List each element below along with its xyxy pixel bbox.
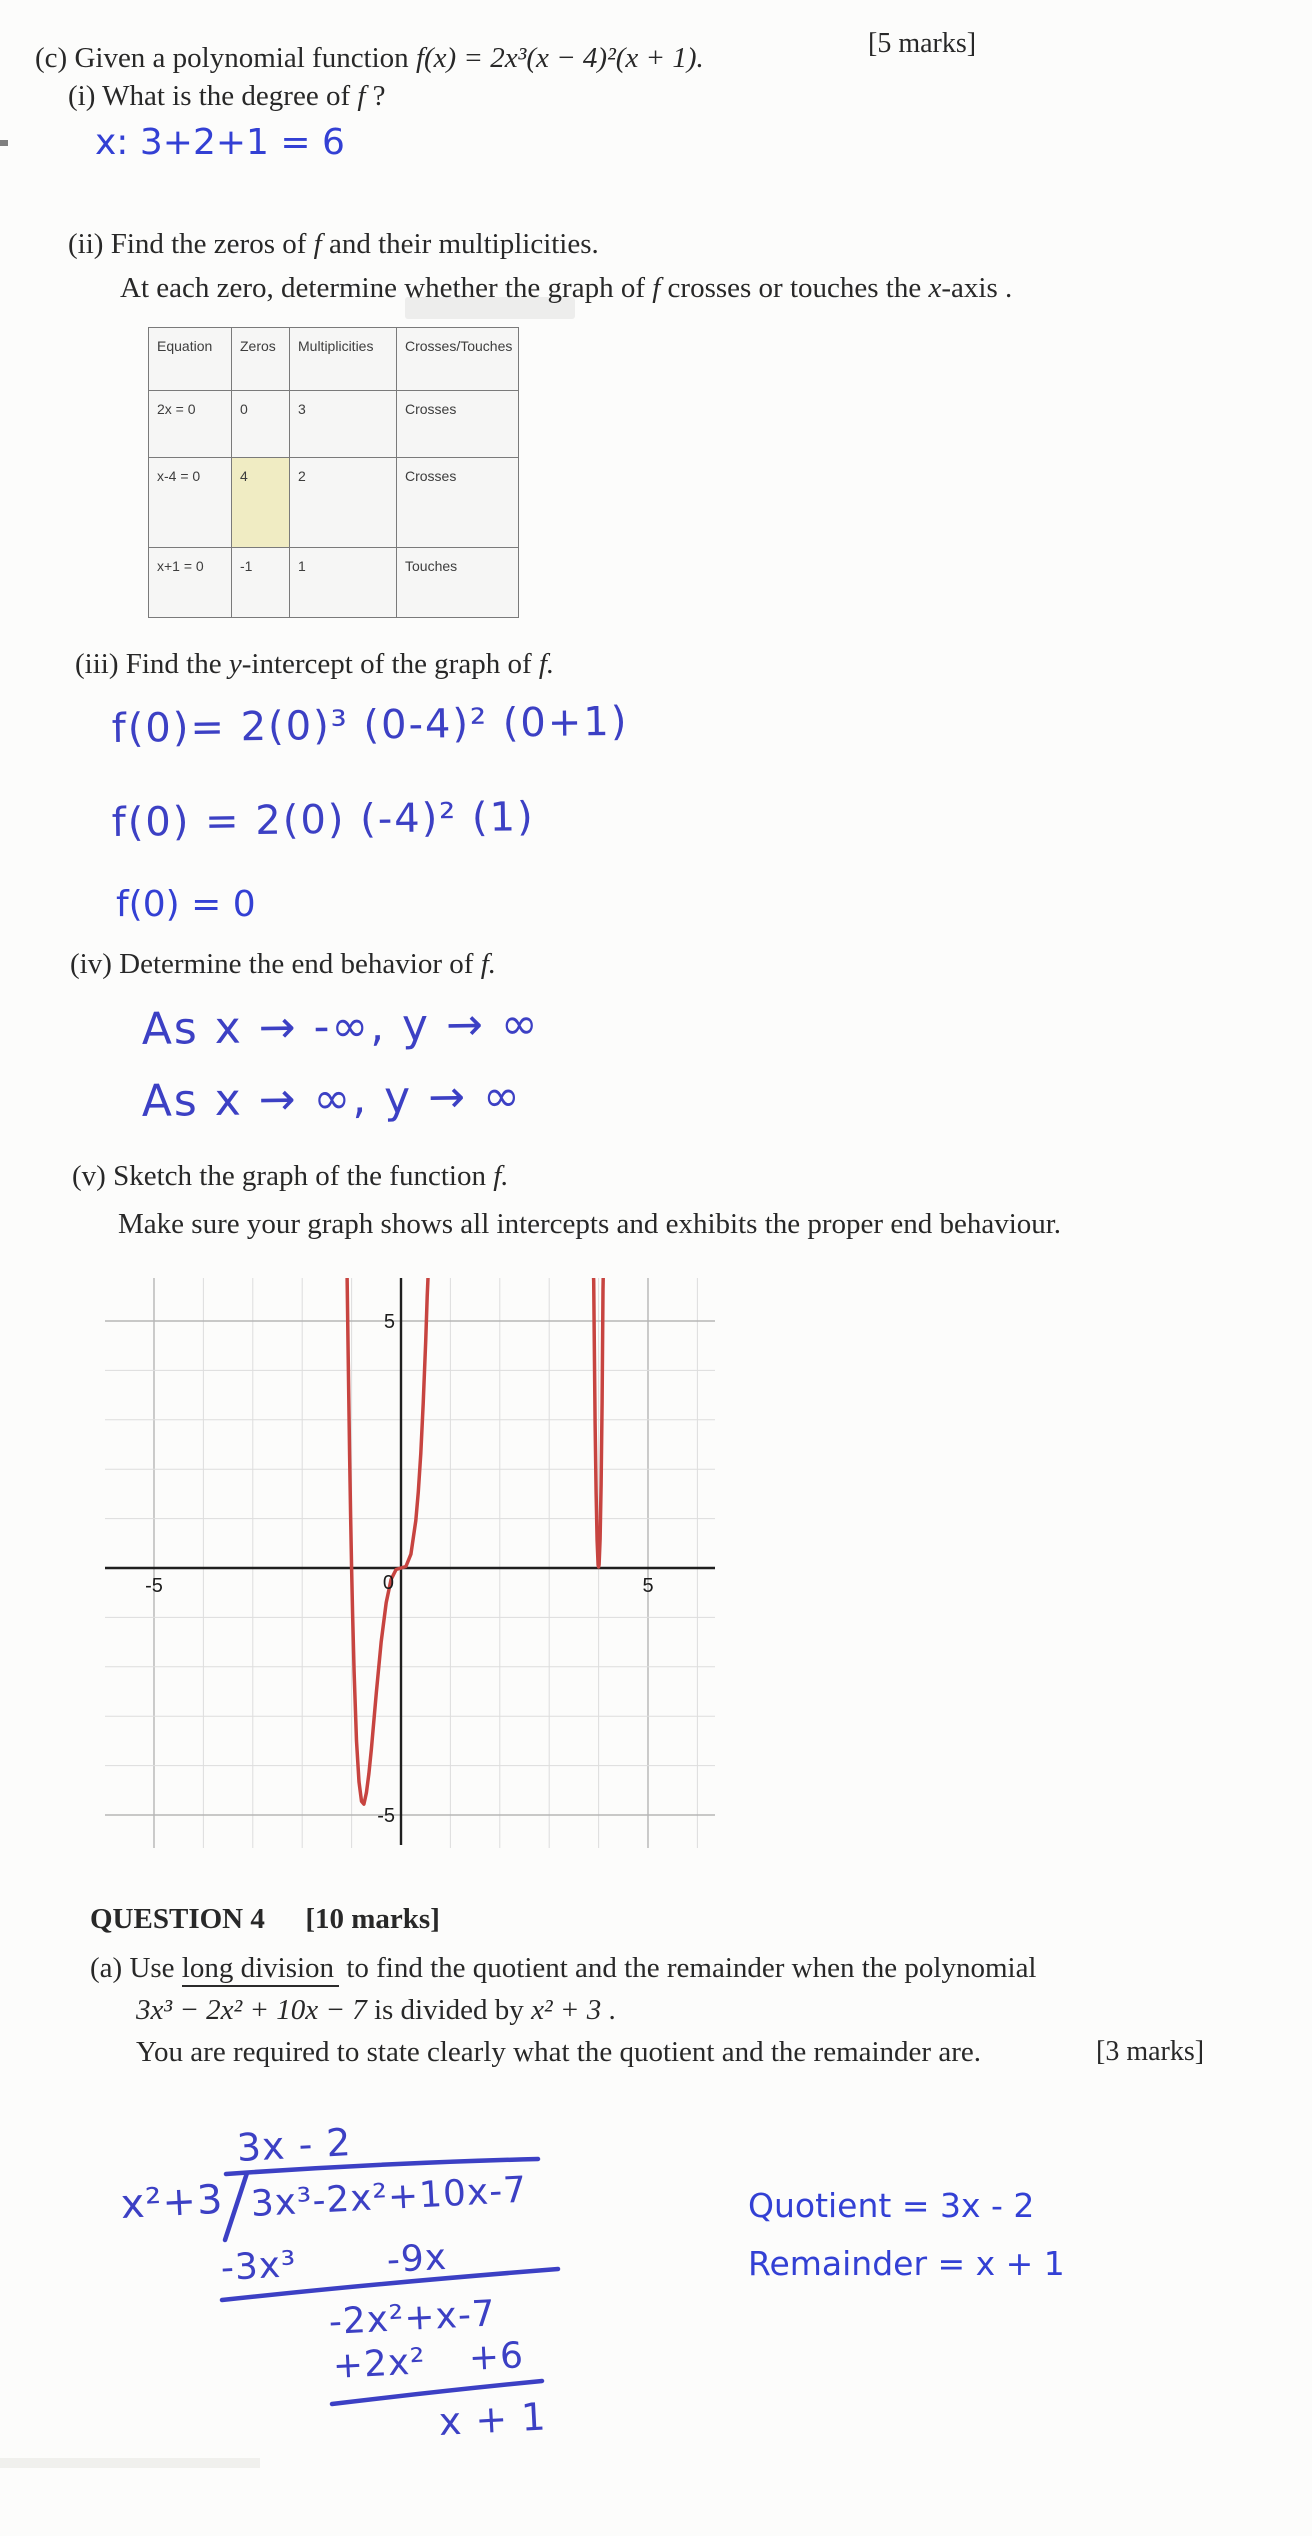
col-header-multiplicities: Multiplicities <box>290 328 397 391</box>
question-iii-line <box>75 648 554 681</box>
question-c-marks: [5 marks] <box>868 28 977 59</box>
question-iii-text: Find the <box>118 648 229 680</box>
question-i-line <box>68 80 386 113</box>
question-ii-line2-end: -axis . <box>941 272 1013 304</box>
table-row <box>149 548 519 618</box>
question-v-text: Sketch the graph of the function <box>105 1160 494 1192</box>
hw-remainder: x + 1 <box>437 2394 548 2444</box>
question-iv-label: (iv) <box>70 948 112 980</box>
curve-branch-left <box>347 1278 429 1804</box>
question-c-formula: f(x) = 2x³(x − 4)²(x + 1). <box>415 42 704 74</box>
cell-equation: 2x = 0 <box>149 391 232 458</box>
handwritten-y-intercept-step1: f(0)= 2(0)³ (0-4)² (0+1) <box>111 698 629 752</box>
question-ii-line2 <box>120 272 1012 305</box>
scan-artifact <box>0 2458 260 2468</box>
f-variable: f. <box>493 1160 509 1192</box>
f-variable: f. <box>480 948 496 980</box>
question-iii-label: (iii) <box>75 648 119 680</box>
hw-dividend: 3x³-2x²+10x-7 <box>249 2169 529 2225</box>
question-v-note: Make sure your graph shows all intercepts and exhibits the proper end behaviour. <box>118 1208 1062 1240</box>
hw-divisor: x²+3 <box>119 2176 225 2228</box>
question-4a-rest: to find the quotient and the remainder when the polynomial <box>339 1952 1037 1984</box>
question-c-text: Given a polynomial function <box>67 42 416 74</box>
question-v-line <box>72 1160 509 1193</box>
dividend-formula: 3x³ − 2x² + 10x − 7 <box>136 1994 367 2026</box>
col-header-zeros: Zeros <box>232 328 290 391</box>
x-tick-0: 0 <box>382 1572 394 1594</box>
f-variable: f <box>652 272 661 304</box>
question-c-label: (c) <box>35 42 68 74</box>
question-i-suffix: ? <box>365 80 386 112</box>
long-division-underlined: long division <box>182 1952 339 1987</box>
y-tick-neg5: -5 <box>377 1805 395 1827</box>
cell-multiplicity: 3 <box>290 391 397 458</box>
question-4a-label: (a) <box>90 1952 123 1984</box>
y-tick-5: 5 <box>383 1311 395 1333</box>
question-i-label: (i) <box>68 80 96 112</box>
question-4-title-line <box>90 1903 440 1936</box>
f-variable: f <box>313 228 322 260</box>
question-ii-text: Find the zeros of <box>103 228 314 260</box>
hw-subtract2-right: +6 <box>467 2335 526 2379</box>
cell-equation: x+1 = 0 <box>149 548 232 618</box>
hw-subtract1-right: -9x <box>385 2236 449 2281</box>
col-header-equation: Equation <box>149 328 232 391</box>
question-iv-text: Determine the end behavior of <box>111 948 481 980</box>
cell-multiplicity: 2 <box>290 458 397 548</box>
x-tick-5: 5 <box>642 1575 654 1597</box>
question-iv-line <box>70 948 496 981</box>
question-i-text: What is the degree of <box>95 80 358 112</box>
table-header-row <box>149 328 519 391</box>
question-4a-text: Use <box>122 1952 182 1984</box>
cell-multiplicity: 1 <box>290 548 397 618</box>
question-4a-line2-mid: is divided by <box>366 1994 532 2026</box>
cell-crosses-touches: Crosses <box>397 391 519 458</box>
question-v-label: (v) <box>72 1160 106 1192</box>
zeros-table <box>148 327 519 618</box>
function-graph <box>105 1278 715 1848</box>
question-iii-mid: -intercept of the graph of <box>241 648 539 680</box>
question-c-line <box>35 42 704 75</box>
hw-subtract2-left: +2x² <box>331 2341 427 2387</box>
y-variable: y <box>228 648 242 680</box>
question-4a-marks: [3 marks] <box>1096 2036 1205 2067</box>
question-ii-line1 <box>68 228 599 261</box>
divisor-formula: x² + 3 <box>531 1994 602 2026</box>
question-ii-line2-mid: crosses or touches the <box>660 272 929 304</box>
answer-remainder: Remainder = x + 1 <box>748 2244 1065 2283</box>
hw-quotient: 3x - 2 <box>235 2120 353 2170</box>
question-ii-label: (ii) <box>68 228 104 260</box>
question-4a-line3: You are required to state clearly what the quotient and the remainder are. <box>136 2036 981 2068</box>
col-header-crosses-touches: Crosses/Touches <box>397 328 519 391</box>
division-slash <box>225 2173 247 2240</box>
cell-equation: x-4 = 0 <box>149 458 232 548</box>
f-variable: f <box>357 80 366 112</box>
hw-subtract1-left: -3x³ <box>219 2244 298 2289</box>
question-4a-line2-end: . <box>601 1994 616 2026</box>
cell-zero-highlighted: 4 <box>232 458 290 548</box>
handwritten-y-intercept-step2: f(0) = 2(0) (-4)² (1) <box>111 794 535 846</box>
answer-y-intercept: f(0) = 0 <box>116 884 256 925</box>
question-4-marks: [10 marks] <box>305 1903 440 1935</box>
scan-artifact <box>0 140 8 146</box>
x-tick-neg5: -5 <box>145 1575 163 1597</box>
question-ii-text2: and their multiplicities. <box>321 228 599 260</box>
handwritten-end-behavior-1: As x → -∞, y → ∞ <box>141 998 540 1055</box>
gridlines <box>105 1278 715 1848</box>
x-variable: x <box>928 272 942 304</box>
question-4a-line1 <box>90 1952 1037 1985</box>
handwritten-end-behavior-2: As x → ∞, y → ∞ <box>141 1070 523 1127</box>
cell-zero: 0 <box>232 391 290 458</box>
cell-crosses-touches: Crosses <box>397 458 519 548</box>
table-row <box>149 458 519 548</box>
table-row <box>149 391 519 458</box>
cell-crosses-touches: Touches <box>397 548 519 618</box>
question-ii-line2-text: At each zero, determine whether the graph of <box>120 272 653 304</box>
question-4-title: QUESTION 4 <box>90 1903 265 1935</box>
cell-zero: -1 <box>232 548 290 618</box>
answer-degree: x: 3+2+1 = 6 <box>95 122 345 163</box>
answer-quotient: Quotient = 3x - 2 <box>748 2186 1035 2225</box>
question-4a-line2 <box>136 1994 616 2027</box>
f-variable: f. <box>538 648 555 680</box>
hw-difference1: -2x²+x-7 <box>327 2293 497 2343</box>
